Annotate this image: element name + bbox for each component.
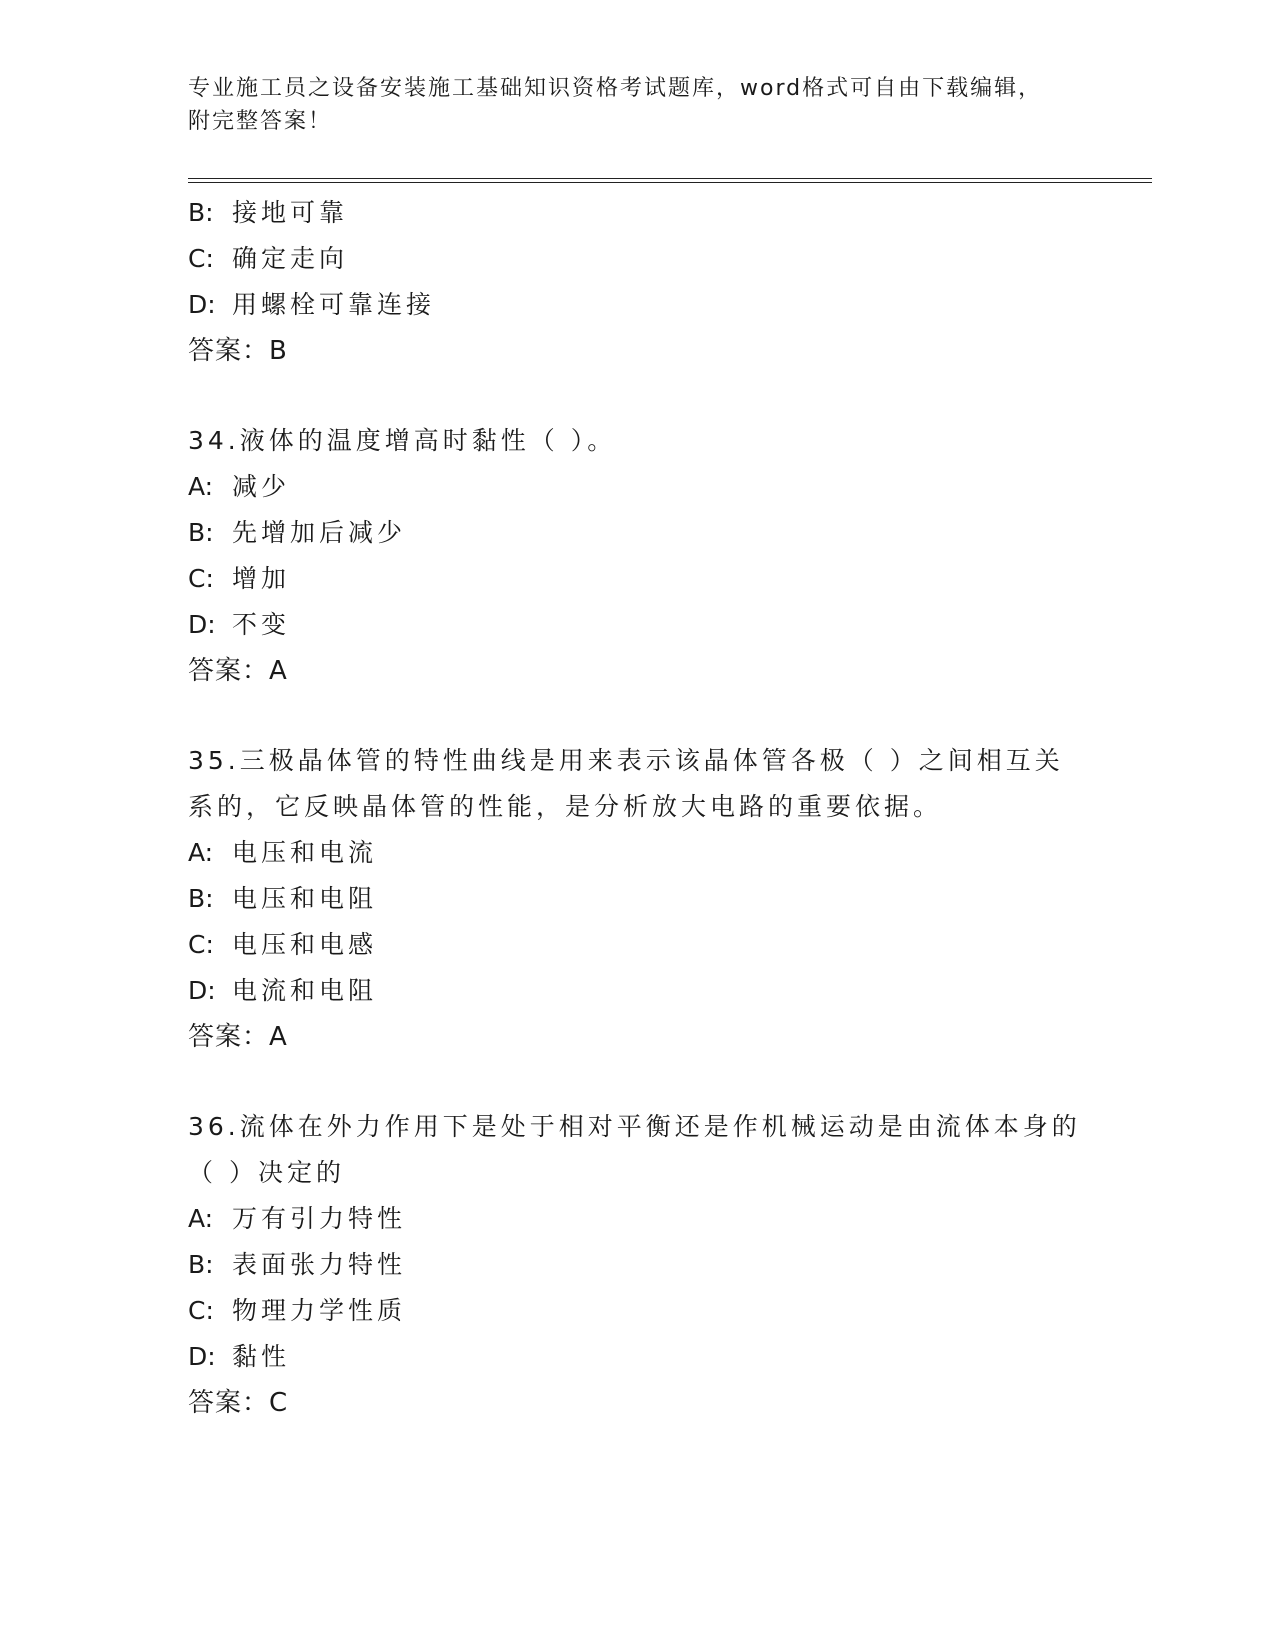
answer-line: 答案：B xyxy=(188,336,288,366)
option-letter: C: xyxy=(188,564,214,593)
option-letter: C: xyxy=(188,930,214,959)
option-letter: B: xyxy=(188,198,214,227)
answer-line: 答案：A xyxy=(188,1022,288,1052)
option-letter: D: xyxy=(188,610,216,639)
spacer xyxy=(188,374,1088,418)
option-text: 表面张力特性 xyxy=(232,1250,407,1279)
option-item xyxy=(188,1242,1088,1288)
header-title-line-2: 附完整答案！ xyxy=(188,109,333,134)
question-list xyxy=(188,190,1088,1426)
option-letter: D: xyxy=(188,976,216,1005)
option-text: 电压和电感 xyxy=(232,930,378,959)
answer-line: 答案：A xyxy=(188,656,288,686)
question-text: 36.流体在外力作用下是处于相对平衡还是作机械运动是由流体本身的 xyxy=(188,1112,1081,1141)
option-text: 减少 xyxy=(232,472,291,501)
answer-line: 答案：C xyxy=(188,1388,289,1418)
header-title-line-1: 专业施工员之设备安装施工基础知识资格考试题库，word格式可自由下载编辑， xyxy=(188,76,1043,101)
question-text: 34.液体的温度增高时黏性（ ）。 xyxy=(188,426,617,455)
question-text-continued: （ ）决定的 xyxy=(188,1158,345,1187)
option-letter: A: xyxy=(188,472,214,501)
document-header xyxy=(188,72,1088,138)
question-fragment xyxy=(188,190,1088,374)
option-item xyxy=(188,876,1088,922)
option-letter: D: xyxy=(188,1342,216,1371)
option-text: 电压和电阻 xyxy=(232,884,378,913)
option-item xyxy=(188,464,1088,510)
option-text: 接地可靠 xyxy=(232,198,349,227)
question-34 xyxy=(188,418,1088,694)
option-item xyxy=(188,1334,1088,1380)
option-item xyxy=(188,602,1088,648)
option-letter: C: xyxy=(188,244,214,273)
option-text: 先增加后减少 xyxy=(232,518,407,547)
option-letter: D: xyxy=(188,290,216,319)
option-item xyxy=(188,190,1088,236)
option-item xyxy=(188,968,1088,1014)
option-item xyxy=(188,282,1088,328)
option-item xyxy=(188,830,1088,876)
option-item xyxy=(188,510,1088,556)
option-letter: C: xyxy=(188,1296,214,1325)
option-text: 增加 xyxy=(232,564,291,593)
header-divider xyxy=(188,178,1152,183)
option-item xyxy=(188,1196,1088,1242)
option-letter: B: xyxy=(188,884,214,913)
option-text: 电压和电流 xyxy=(232,838,378,867)
question-text-continued: 系的，它反映晶体管的性能，是分析放大电路的重要依据。 xyxy=(188,792,943,821)
option-item xyxy=(188,1288,1088,1334)
option-letter: B: xyxy=(188,518,214,547)
option-text: 不变 xyxy=(232,610,291,639)
option-text: 物理力学性质 xyxy=(232,1296,407,1325)
option-letter: A: xyxy=(188,838,214,867)
option-text: 万有引力特性 xyxy=(232,1204,407,1233)
question-text: 35.三极晶体管的特性曲线是用来表示该晶体管各极（ ）之间相互关 xyxy=(188,746,1064,775)
option-letter: A: xyxy=(188,1204,214,1233)
option-letter: B: xyxy=(188,1250,214,1279)
spacer xyxy=(188,694,1088,738)
option-item xyxy=(188,556,1088,602)
option-text: 确定走向 xyxy=(232,244,349,273)
spacer xyxy=(188,1060,1088,1104)
option-text: 用螺栓可靠连接 xyxy=(232,290,436,319)
option-item xyxy=(188,922,1088,968)
question-36 xyxy=(188,1104,1088,1426)
option-text: 电流和电阻 xyxy=(232,976,378,1005)
question-35 xyxy=(188,738,1088,1060)
option-text: 黏性 xyxy=(232,1342,291,1371)
option-item xyxy=(188,236,1088,282)
